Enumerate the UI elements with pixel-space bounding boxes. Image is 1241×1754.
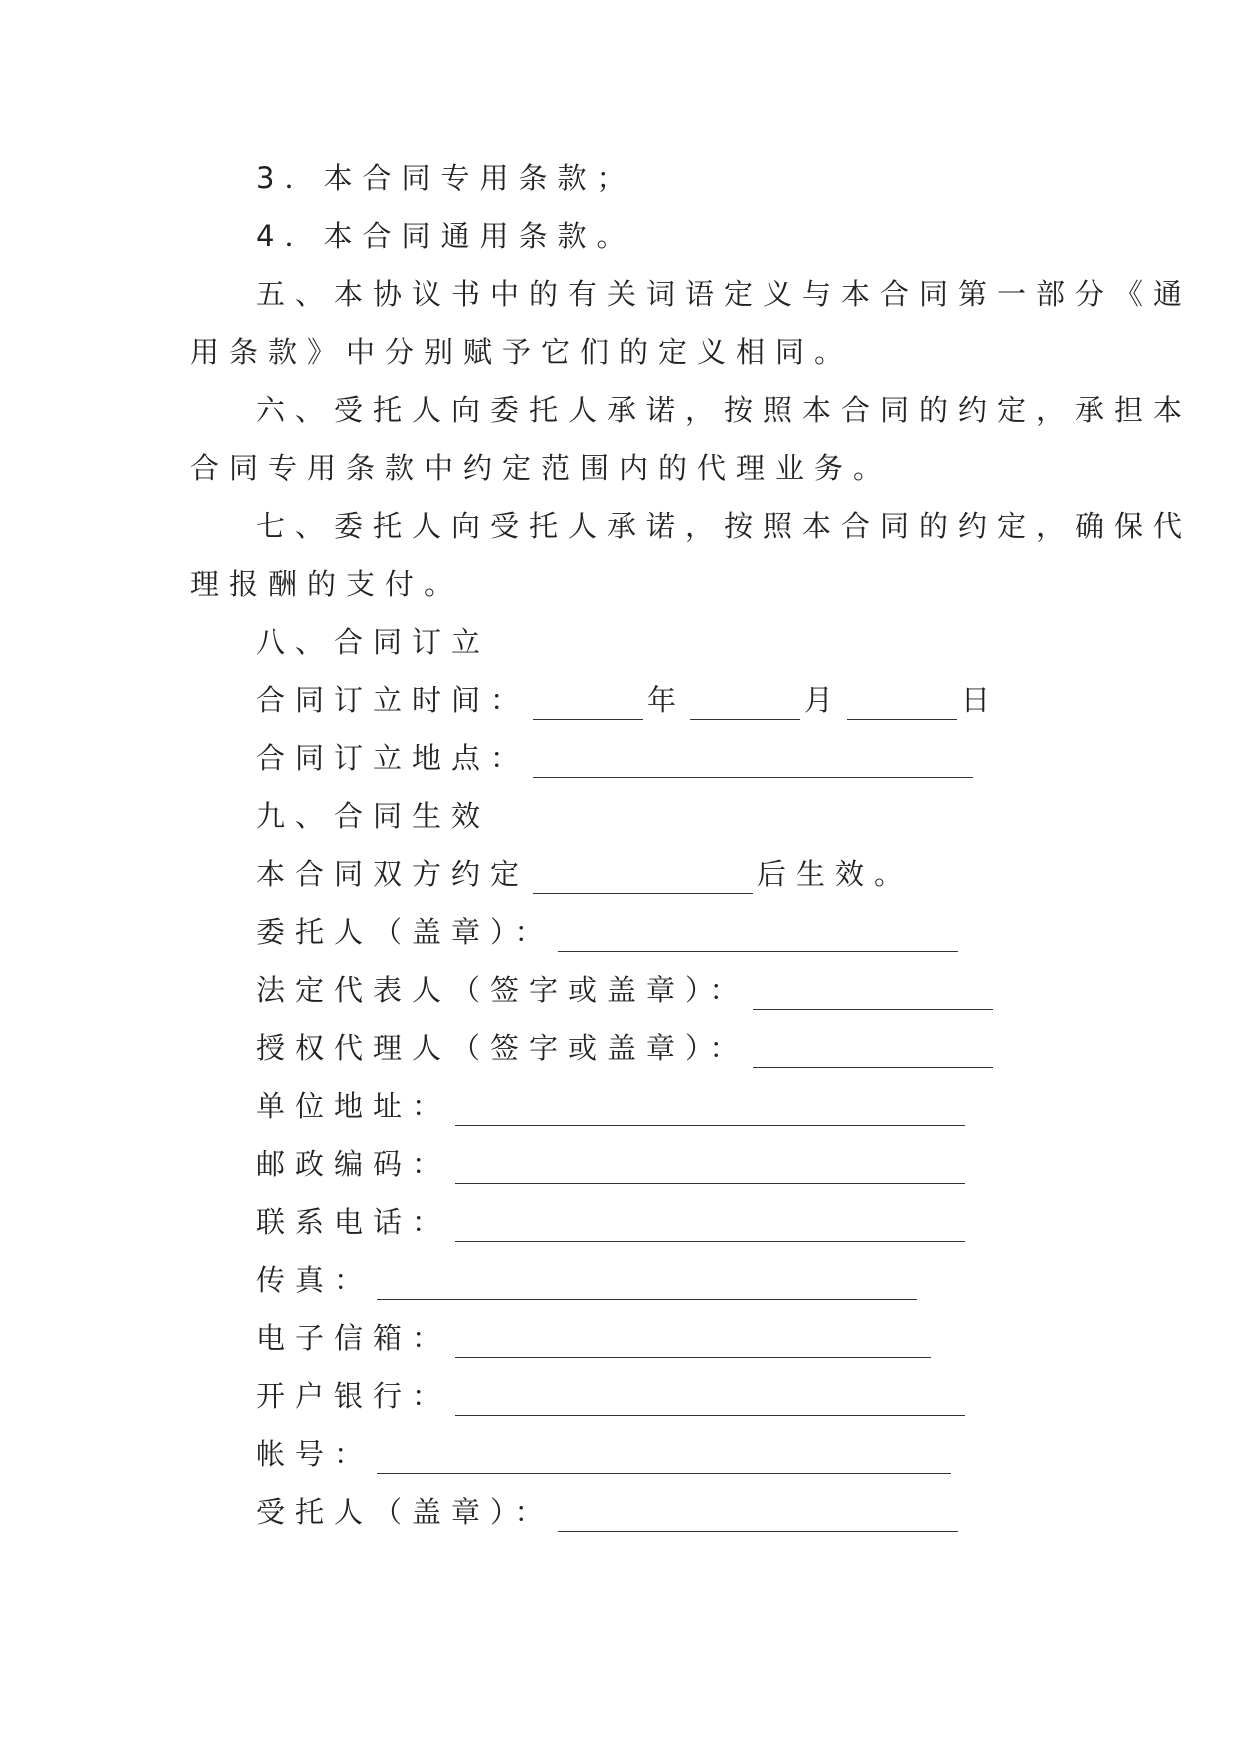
year-label: 年 <box>647 683 687 717</box>
postcode-blank[interactable] <box>455 1155 965 1184</box>
postcode-row <box>256 1144 969 1184</box>
principal-seal-blank[interactable] <box>558 923 958 952</box>
effect-prefix: 本合同双方约定 <box>256 857 530 891</box>
article-9-heading: 九、合同生效 <box>256 799 491 833</box>
authorized-agent-row <box>256 1028 997 1068</box>
day-blank[interactable] <box>847 691 957 720</box>
effect-condition-blank[interactable] <box>533 865 753 894</box>
month-label: 月 <box>804 683 844 717</box>
day-label: 日 <box>961 683 1001 717</box>
article-7-line-2: 理报酬的支付。 <box>190 567 464 601</box>
field-label: 联系电话： <box>256 1205 452 1239</box>
article-5-line-1: 五、本协议书中的有关词语定义与本合同第一部分《通 <box>256 277 1193 311</box>
bank-row <box>256 1376 969 1416</box>
authorized-agent-blank[interactable] <box>753 1039 993 1068</box>
article-5-line-2: 用条款》中分别赋予它们的定义相同。 <box>190 335 854 369</box>
principal-seal-row <box>256 912 962 952</box>
account-blank[interactable] <box>377 1445 951 1474</box>
bank-blank[interactable] <box>455 1387 965 1416</box>
fax-row <box>256 1260 921 1300</box>
legal-rep-blank[interactable] <box>753 981 993 1010</box>
field-label: 授权代理人（签字或盖章）： <box>256 1031 749 1065</box>
article-8-heading: 八、合同订立 <box>256 625 491 659</box>
effect-suffix: 后生效。 <box>757 857 914 891</box>
year-blank[interactable] <box>533 691 643 720</box>
article-6-line-1: 六、受托人向委托人承诺，按照本合同的约定，承担本 <box>256 393 1193 427</box>
field-label: 单位地址： <box>256 1089 452 1123</box>
address-blank[interactable] <box>455 1097 965 1126</box>
signing-place-row <box>256 738 977 778</box>
email-row <box>256 1318 935 1358</box>
field-label: 委托人（盖章）： <box>256 915 554 949</box>
field-label: 法定代表人（签字或盖章）： <box>256 973 749 1007</box>
email-blank[interactable] <box>455 1329 931 1358</box>
agent-seal-blank[interactable] <box>558 1503 958 1532</box>
legal-rep-row <box>256 970 997 1010</box>
signing-place-label: 合同订立地点： <box>256 741 530 775</box>
signing-time-row <box>256 680 1000 720</box>
month-blank[interactable] <box>690 691 800 720</box>
phone-blank[interactable] <box>455 1213 965 1242</box>
field-label: 帐号： <box>256 1437 374 1471</box>
signing-place-blank[interactable] <box>533 749 973 778</box>
field-label: 受托人（盖章）： <box>256 1495 554 1529</box>
article-6-line-2: 合同专用条款中约定范围内的代理业务。 <box>190 451 893 485</box>
clause-4: 4．本合同通用条款。 <box>256 219 636 253</box>
account-row <box>256 1434 955 1474</box>
effect-row <box>256 854 913 894</box>
field-label: 传真： <box>256 1263 374 1297</box>
signing-time-label: 合同订立时间： <box>256 683 530 717</box>
article-7-line-1: 七、委托人向受托人承诺，按照本合同的约定，确保代 <box>256 509 1193 543</box>
clause-3: 3．本合同专用条款； <box>256 161 636 195</box>
address-row <box>256 1086 969 1126</box>
field-label: 电子信箱： <box>256 1321 452 1355</box>
agent-seal-row <box>256 1492 962 1532</box>
field-label: 开户银行： <box>256 1379 452 1413</box>
phone-row <box>256 1202 969 1242</box>
fax-blank[interactable] <box>377 1271 917 1300</box>
field-label: 邮政编码： <box>256 1147 452 1181</box>
